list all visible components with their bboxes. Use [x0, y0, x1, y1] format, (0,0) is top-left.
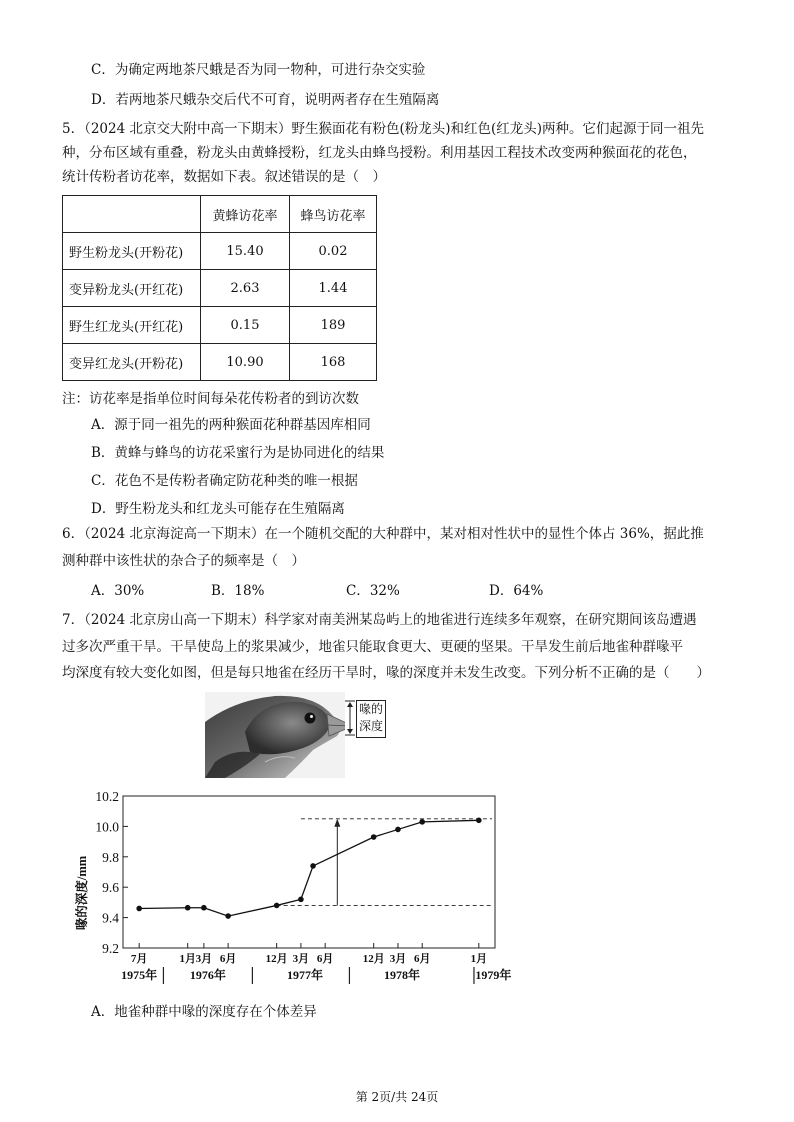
table-cell: 1.44: [290, 270, 377, 307]
data-point: [225, 913, 231, 919]
y-tick-label: 10.2: [95, 789, 119, 804]
y-tick-label: 9.6: [102, 880, 119, 896]
data-point: [395, 827, 401, 833]
finch-photo: [205, 692, 345, 778]
table-cell: 0.15: [201, 307, 290, 344]
data-point: [371, 834, 377, 840]
data-point: [201, 905, 207, 911]
q5-option-c: C．花色不是传粉者确定防花种类的唯一根据: [91, 473, 358, 489]
year-label: 1979年: [475, 968, 512, 982]
x-tick-label: 3月: [389, 953, 407, 965]
q5-stem-line3: 统计传粉者访花率，数据如下表。叙述错误的是（ ）: [62, 169, 386, 185]
difference-arrowhead: [334, 819, 340, 827]
table-row: [63, 233, 377, 270]
q5-stem-line2: 种，分布区域有重叠，粉龙头由黄蜂授粉，红龙头由蜂鸟授粉。利用基因工程技术改变两种猴面花的花色，: [62, 145, 697, 161]
x-tick-label: 6月: [316, 953, 334, 965]
q5-option-b: B．黄蜂与蜂鸟的访花采蜜行为是协同进化的结果: [91, 445, 385, 461]
year-label: 1978年: [383, 968, 421, 982]
year-label: 1977年: [286, 968, 323, 982]
data-point: [185, 905, 191, 911]
table-header-cell: 蜂鸟访花率: [290, 196, 377, 233]
x-tick-label: 12月: [362, 953, 385, 965]
x-tick-label: 3月: [292, 953, 310, 965]
x-tick-label: 7月: [130, 953, 148, 965]
depth-label-line2: 深度: [358, 719, 383, 733]
table-header-row: [63, 196, 377, 233]
x-tick-label: 1月: [179, 953, 196, 965]
table-cell: 2.63: [201, 270, 290, 307]
q7-stem-line3: 均深度有较大变化如图，但是每只地雀在经历干旱时，喙的深度并未发生改变。下列分析不正确的是（ ）: [62, 665, 710, 681]
y-tick-label: 10.0: [95, 819, 119, 835]
x-tick-label: 3月: [195, 953, 213, 965]
x-tick-label: 6月: [413, 953, 431, 965]
data-point: [419, 819, 425, 825]
q7-stem-line1: 7．（2024 北京房山高一下期末）科学家对南美洲某岛屿上的地雀进行连续多年观察，在研究期间该岛遭遇: [62, 612, 697, 628]
data-point: [310, 863, 316, 869]
table-cell: 野生粉龙头(开粉花): [63, 233, 201, 270]
year-label: 1976年: [189, 968, 226, 982]
visit-rate-table: [62, 195, 377, 381]
depth-label: [356, 700, 386, 738]
data-point: [298, 897, 304, 903]
q4-option-c: C．为确定两地茶尺蛾是否为同一物种，可进行杂交实验: [91, 62, 426, 78]
table-row: [63, 344, 377, 381]
q6-option-b: B．18%: [211, 583, 265, 599]
q7-stem-line2: 过多次严重干旱。干旱使岛上的浆果减少，地雀只能取食更大、更硬的坚果。干旱发生前后地雀种群喙平: [62, 639, 683, 655]
q6-stem-line2: 测种群中该性状的杂合子的频率是（ ）: [62, 553, 305, 569]
table-cell: 变异粉龙头(开红花): [63, 270, 201, 307]
y-tick-label: 9.4: [102, 910, 119, 926]
table-cell: 15.40: [201, 233, 290, 270]
q5-option-d: D．野生粉龙头和红龙头可能存在生殖隔离: [91, 501, 345, 517]
table-cell: 10.90: [201, 344, 290, 381]
table-cell: 168: [290, 344, 377, 381]
q4-option-d: D．若两地茶尺蛾杂交后代不可育，说明两者存在生殖隔离: [91, 92, 440, 108]
data-point: [274, 903, 280, 909]
data-point: [476, 818, 482, 824]
q5-stem-line1: 5．（2024 北京交大附中高一下期末）野生猴面花有粉色(粉龙头)和红色(红龙头)两种。它们起源于同一祖先: [62, 121, 705, 137]
table-cell: 189: [290, 307, 377, 344]
x-tick-label: 6月: [219, 953, 237, 965]
beak-depth-chart: [70, 785, 540, 995]
q7-option-a: A．地雀种群中喙的深度存在个体差异: [91, 1004, 317, 1020]
table-row: [63, 270, 377, 307]
depth-arrow: [344, 700, 356, 736]
q5-option-a: A．源于同一祖先的两种猴面花种群基因库相同: [91, 417, 371, 433]
q6-option-c: C．32%: [346, 583, 400, 599]
q6-option-a: A．30%: [91, 583, 145, 599]
table-row: [63, 307, 377, 344]
x-tick-label: 1月: [470, 953, 488, 965]
data-point: [136, 906, 142, 912]
table-note: 注：访花率是指单位时间每朵花传粉者的到访次数: [62, 391, 359, 407]
table-header-cell: [63, 196, 201, 233]
year-label: 1975年: [121, 968, 158, 982]
y-axis-label: 喙的深度/mm: [75, 855, 89, 931]
table-cell: 野生红龙头(开红花): [63, 307, 201, 344]
y-tick-label: 9.2: [102, 941, 119, 956]
page-footer: 第 2页/共 24页: [355, 1090, 439, 1104]
series-line: [139, 820, 479, 916]
q6-stem-line1: 6．（2024 北京海淀高一下期末）在一个随机交配的大种群中，某对相对性状中的显性个体占 36%，据此推: [62, 526, 704, 542]
table-cell: 变异红龙头(开粉花): [63, 344, 201, 381]
y-tick-label: 9.8: [102, 849, 119, 865]
table-cell: 0.02: [290, 233, 377, 270]
table-header-cell: 黄蜂访花率: [201, 196, 290, 233]
depth-label-line1: 喙的: [358, 702, 383, 716]
x-tick-label: 12月: [265, 953, 288, 965]
q6-option-d: D．64%: [489, 583, 544, 599]
